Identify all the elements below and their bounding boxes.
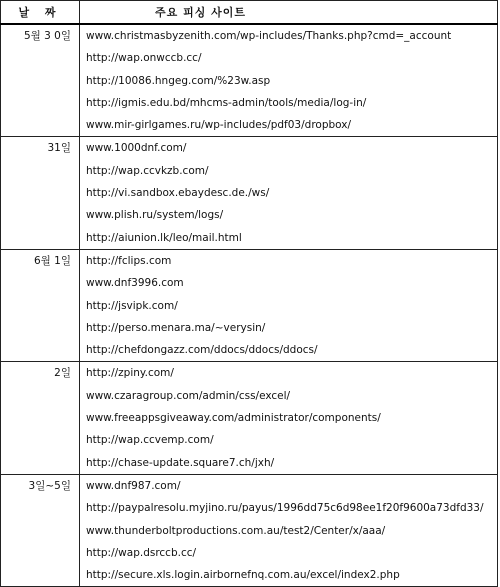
site-url: www.1000dnf.com/	[86, 142, 187, 155]
site-url: http://chefdongazz.com/ddocs/ddocs/ddocs/	[86, 344, 318, 357]
site-url: www.christmasbyzenith.com/wp-includes/Thanks.php?cmd=_account	[86, 30, 452, 42]
site-url: www.czaragroup.com/admin/css/excel/	[86, 389, 291, 402]
site-url: http://aiunion.lk/leo/mail.html	[86, 231, 242, 244]
site-url: http://paypalresolu.myjino.ru/payus/1996dd75c6d98ee1f20f9600a73dfd33/	[86, 502, 484, 515]
site-url: http://fclips.com	[86, 254, 172, 267]
table-row	[1, 362, 498, 474]
site-url: www.thunderboltproductions.com.au/test2/Center/x/aaa/	[86, 524, 386, 537]
table-row	[1, 24, 498, 137]
sites-cell	[80, 137, 498, 249]
date-cell: 6월 1일	[1, 249, 80, 361]
table-header-row	[1, 1, 498, 25]
site-url: http://perso.menara.ma/~verysin/	[86, 321, 266, 334]
sites-column-header: 주요 피싱 사이트	[80, 1, 498, 25]
site-url: http://wap.onwccb.cc/	[86, 52, 202, 65]
site-url: http://vi.sandbox.ebaydesc.de./ws/	[86, 187, 270, 200]
sites-cell	[80, 24, 498, 137]
date-cell: 31일	[1, 137, 80, 249]
table-row	[1, 249, 498, 361]
site-url: www.freeappsgiveaway.com/administrator/components/	[86, 412, 381, 425]
sites-cell	[80, 249, 498, 361]
site-url: http://wap.ccvkzb.com/	[86, 164, 209, 177]
site-url: www.mir-girlgames.ru/wp-includes/pdf03/dropbox/	[86, 119, 352, 132]
site-url: www.dnf3996.com	[86, 277, 184, 290]
site-url: http://wap.dsrccb.cc/	[86, 546, 197, 559]
date-cell: 3일~5일	[1, 474, 80, 586]
date-cell: 2일	[1, 362, 80, 474]
table-row	[1, 137, 498, 249]
site-url: http://chase-update.square7.ch/jxh/	[86, 456, 275, 469]
table-row	[1, 474, 498, 586]
sites-cell	[80, 362, 498, 474]
site-url: http://zpiny.com/	[86, 367, 174, 380]
date-cell: 5월 3 0일	[1, 24, 80, 137]
site-url: http://wap.ccvemp.com/	[86, 434, 214, 447]
sites-cell	[80, 474, 498, 586]
site-url: http://10086.hngeg.com/%23w.asp	[86, 74, 271, 87]
site-url: http://jsvipk.com/	[86, 299, 178, 312]
site-url: www.dnf987.com/	[86, 479, 181, 492]
site-url: http://igmis.edu.bd/mhcms-admin/tools/media/log-in/	[86, 96, 367, 109]
site-url: http://secure.xls.login.airbornefnq.com.au/excel/index2.php	[86, 569, 400, 582]
date-column-header: 날 짜	[1, 1, 80, 25]
site-url: www.plish.ru/system/logs/	[86, 209, 224, 222]
